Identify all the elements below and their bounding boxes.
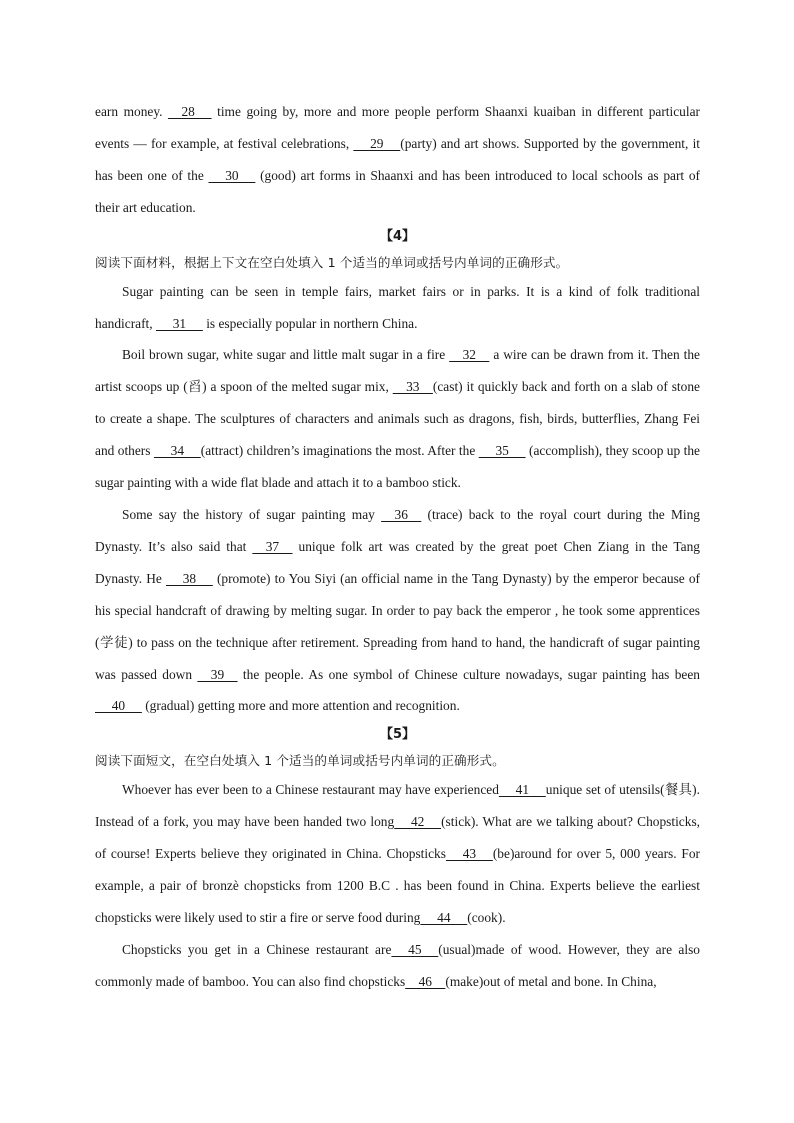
answer-blank[interactable]: 42 xyxy=(394,814,442,830)
text-run: Chopsticks you get in a Chinese restaurant are xyxy=(122,941,392,957)
text-run: is especially popular in northern China. xyxy=(202,315,418,331)
text-run: (gradual) getting more and more attention and recognition. xyxy=(141,698,460,714)
answer-blank[interactable]: 38 xyxy=(165,570,213,586)
section-heading-h5 xyxy=(95,722,700,748)
answer-blank[interactable]: 35 xyxy=(478,443,526,459)
answer-blank[interactable]: 41 xyxy=(498,782,546,798)
text-run: unique folk art was created by the great poet Chen Ziang in the Tang Dynasty. He xyxy=(95,538,701,586)
section-heading-h4 xyxy=(95,224,700,250)
answer-blank[interactable]: 33 xyxy=(392,379,433,395)
answer-blank[interactable]: 36 xyxy=(381,506,422,522)
text-run: 【5】 xyxy=(379,727,416,743)
passage-paragraph-p2 xyxy=(95,276,700,340)
text-run: (accomplish), they scoop up the sugar painting with a wide flat blade and attach it to a bamboo stick. xyxy=(95,443,700,491)
text-run: (good) art forms in Shaanxi and has been introduced to local schools as part of their art education. xyxy=(95,167,701,215)
answer-blank[interactable]: 31 xyxy=(155,315,203,331)
answer-blank[interactable]: 28 xyxy=(168,104,212,119)
text-run: (be)around for over 5, 000 years. For example, a pair of bronzè chopsticks from 1200 B.C . has been found in China. Experts believe the earliest chopsticks were likely used to stir a fire or serve food during xyxy=(95,846,700,925)
passage-paragraph-p6 xyxy=(95,934,700,998)
text-run: (stick). What are we talking about? Chopsticks, of course! Experts believe they originated in China. Chopsticks xyxy=(95,814,701,862)
text-run: Boil brown sugar, white sugar and little malt sugar in a fire xyxy=(122,347,450,363)
passage-paragraph-p5 xyxy=(95,774,700,934)
answer-blank[interactable]: 40 xyxy=(95,698,142,714)
text-run: (party) and art shows. Supported by the government, it has been one of the xyxy=(95,135,701,183)
text-run: Sugar painting can be seen in temple fairs, market fairs or in parks. It is a kind of folk traditional handicraft, xyxy=(95,283,700,331)
answer-blank[interactable]: 30 xyxy=(208,167,256,183)
text-run: unique set of utensils(餐具). Instead of a fork, you may have been handed two long xyxy=(95,782,700,830)
text-run: (cast) it quickly back and forth on a slab of stone to create a shape. The sculptures of characters and animals such as dragons, fish, birds, butterflies, Zhang Fei and others xyxy=(95,379,700,459)
answer-blank[interactable]: 39 xyxy=(197,666,238,682)
text-run: time going by, more and more people perform Shaanxi kuaiban in different particular events — for example, at festival celebrations, xyxy=(95,104,700,151)
text-run: (cook). xyxy=(467,909,506,925)
answer-blank[interactable]: 32 xyxy=(449,347,490,363)
section-instruction-i4 xyxy=(95,250,700,276)
answer-blank[interactable]: 29 xyxy=(353,135,401,151)
text-run: (make)out of metal and bone. In China, xyxy=(445,973,657,989)
text-run: (trace) back to the royal court during the Ming Dynasty. It’s also said that xyxy=(95,506,700,554)
passage-paragraph-p3 xyxy=(95,339,700,499)
text-run: a wire can be drawn from it. Then the artist scoops up (舀) a spoon of the melted sugar mix, xyxy=(95,347,701,395)
answer-blank[interactable]: 37 xyxy=(252,538,293,554)
answer-blank[interactable]: 34 xyxy=(153,443,201,459)
text-run: Whoever has ever been to a Chinese restaurant may have experienced xyxy=(122,782,499,798)
document-page xyxy=(95,96,700,998)
text-run: (usual)made of wood. However, they are also commonly made of bamboo. You can also find chopsticks xyxy=(95,941,700,989)
text-run: earn money. xyxy=(95,104,169,119)
text-run: 【4】 xyxy=(379,228,416,244)
text-run: the people. As one symbol of Chinese culture nowadays, sugar painting has been xyxy=(237,666,701,682)
answer-blank[interactable]: 45 xyxy=(391,941,439,957)
text-run: (attract) children’s imaginations the most. After the xyxy=(200,443,479,459)
section-instruction-i5 xyxy=(95,748,700,774)
answer-blank[interactable]: 43 xyxy=(445,846,493,862)
text-run: (promote) to You Siyi (an official name in the Tang Dynasty) by the emperor because of his special handcraft of drawing by melting sugar. In order to pay back the emperor , he took some apprentices (学徒) to pass on the technique after retirement. Spreading from hand to hand, the handicraft of sugar painting was passed down xyxy=(95,570,700,682)
answer-blank[interactable]: 44 xyxy=(420,909,468,925)
answer-blank[interactable]: 46 xyxy=(405,973,446,989)
passage-paragraph-p4 xyxy=(95,499,700,722)
passage-paragraph-p1 xyxy=(95,96,700,224)
text-run: 阅读下面材料，根据上下文在空白处填入 1 个适当的单词或括号内单词的正确形式。 xyxy=(95,254,569,270)
text-run: 阅读下面短文，在空白处填入 1 个适当的单词或括号内单词的正确形式。 xyxy=(95,753,505,769)
text-run: Some say the history of sugar painting may xyxy=(122,506,382,522)
